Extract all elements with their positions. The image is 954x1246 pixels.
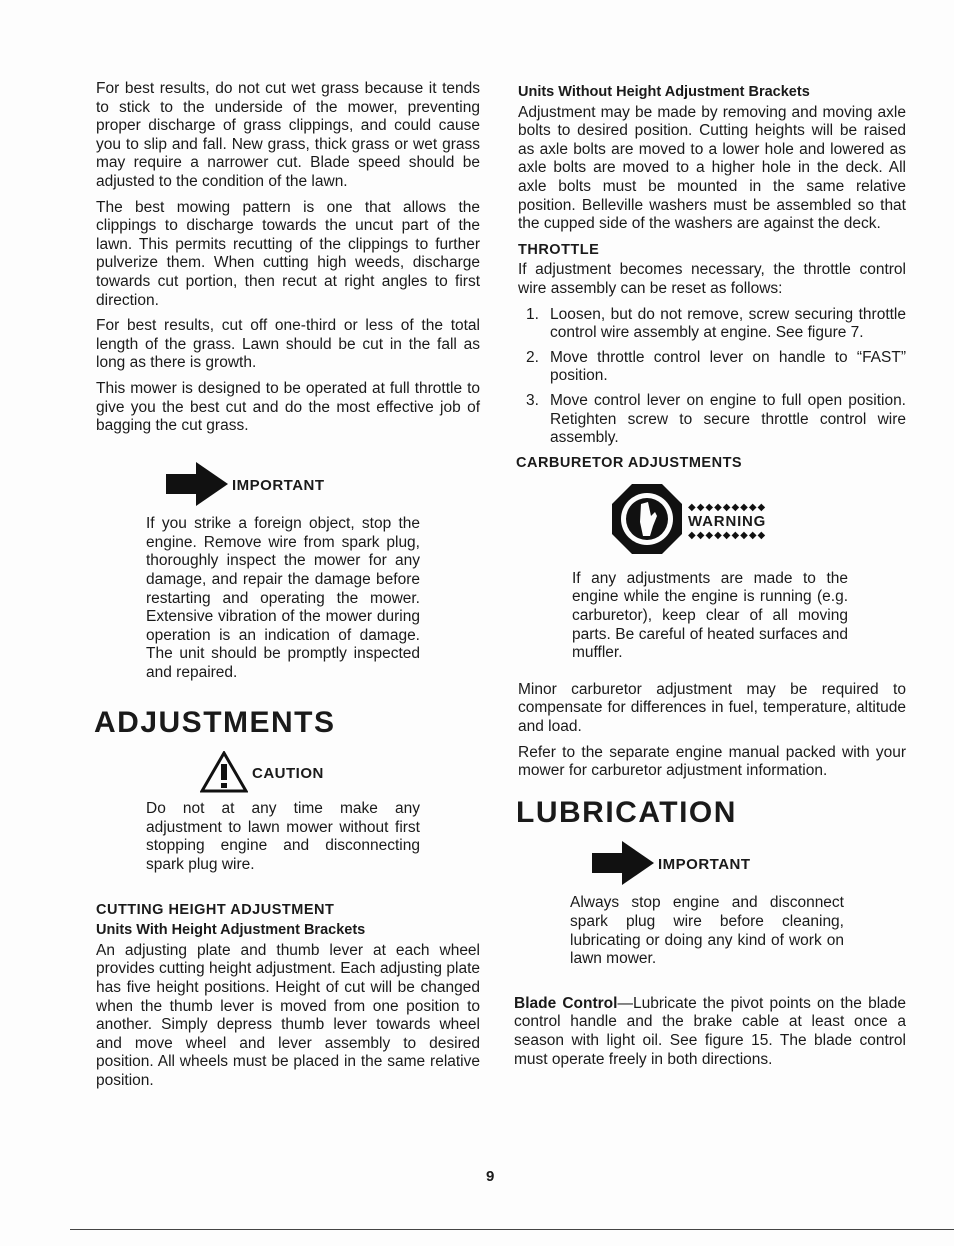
paragraph-full-throttle: This mower is designed to be operated at full throttle to give you the best cut and do the most effective job of bagging the cut grass. [96,379,480,435]
with-brackets-text: An adjusting plate and thumb lever at each wheel provides cutting height adjustment. Each adjusting plate has five height positions. Height of cut will be changed when the thumb lever is moved from one position to another. Simply depress thumb lever towards wheel and move wheel and lever assembly to desired position. All wheels must be placed in the same relative position. [96,941,480,1089]
blade-control-text: —Lubricate the pivot points on the blade control handle and the brake cable at least once a season with light oil. See figure 15. The blade control must operate freely in both directions. [514,994,906,1068]
arrow-right-icon [166,462,228,512]
paragraph-mowing-pattern: The best mowing pattern is one that allows the clippings to discharge towards the uncut part of the lawn. This permits recutting of the clippings to further pulverize them. When cutting high weeds, discharge towards cut portion, then recut at right angles to first direction. [96,198,480,309]
hand-stop-warning-icon [610,482,684,562]
important-notice-header-2 [592,841,906,891]
list-item [518,306,906,343]
left-column [96,80,480,1098]
paragraph-wet-grass: For best results, do not cut wet grass because it tends to stick to the underside of the mower, preventing proper discharge of grass clippings, and could cause you to slip and fall. New grass, thick grass or wet grass may require a narrower cut. Blade speed should be adjusted to the condition of the lawn. [96,80,480,190]
page-number: 9 [486,1168,495,1185]
without-brackets-text: Adjustment may be made by removing and moving axle bolts to desired position. Cutting heights will be raised as axle bolts are moved to a lower hole and lowered as axle bolts are moved to a higher hole in the deck. All axle bolts must be mounted in the same relative position. Belleville washers must be assembled so that the cupped side of the washers are against the deck. [518,103,906,233]
step-number: 1. [526,305,539,323]
warning-dots-bottom: ◆◆◆◆◆◆◆◆◆ [688,530,767,542]
important-text: If you strike a foreign object, stop the engine. Remove wire from spark plug, thoroughly inspect the mower for any damage, and repair the damage before restarting and operating the mower. Extensive vibration of the mower during operation is an indication of damage. The unit should be promptly inspected and repaired. [146,515,420,682]
list-item [518,392,906,448]
step-text: Move control lever on engine to full open position. Retighten screw to secure throttle control wire assembly. [550,391,906,447]
caution-text: Do not at any time make any adjustment to lawn mower without first stopping engine and disconnecting spark plug wire. [146,800,420,873]
important-label: IMPORTANT [232,477,325,495]
lubrication-title: LUBRICATION [516,795,737,829]
paragraph-one-third: For best results, cut off one-third or less of the total length of the grass. Lawn should be cut in the fall as long as there is growth. [96,317,480,372]
list-item [518,349,906,386]
important-notice-header [166,462,480,512]
caution-notice-header [200,751,480,799]
carburetor-paragraph-2: Refer to the separate engine manual packed with your mower for carburetor adjustment information. [518,743,906,780]
warning-dots-top: ◆◆◆◆◆◆◆◆◆ [688,501,767,513]
carburetor-paragraph-1: Minor carburetor adjustment may be required to compensate for differences in fuel, temperature, altitude and load. [518,680,906,736]
caution-label: CAUTION [252,765,324,783]
cutting-height-heading: CUTTING HEIGHT ADJUSTMENT [96,901,335,918]
throttle-intro: If adjustment becomes necessary, the throttle control wire assembly can be reset as follows: [518,261,906,297]
throttle-heading: THROTTLE [518,241,600,258]
warning-notice-header [610,482,906,562]
adjustments-title: ADJUSTMENTS [94,705,336,739]
step-number: 2. [526,348,539,366]
throttle-steps [518,306,906,448]
with-brackets-heading: Units With Height Adjustment Brackets [96,922,366,939]
warning-label-box [688,503,766,542]
step-number: 3. [526,391,539,409]
blade-control-label: Blade Control [514,994,618,1012]
warning-text: If any adjustments are made to the engine while the engine is running (e.g. carburetor), keep clear of all moving parts. Be careful of heated surfaces and muffler. [572,569,848,662]
warning-label: WARNING [688,512,767,530]
bottom-rule [70,1229,954,1230]
carburetor-heading: CARBURETOR ADJUSTMENTS [516,454,743,471]
arrow-right-icon [592,841,654,891]
step-text: Move throttle control lever on handle to “FAST” position. [550,348,906,385]
blade-control-paragraph [514,995,906,1069]
caution-triangle-icon [200,751,248,799]
important-text: Always stop engine and disconnect spark plug wire before cleaning, lubricating or doing any kind of work on lawn mower. [570,894,844,968]
without-brackets-heading: Units Without Height Adjustment Brackets [518,84,810,100]
step-text: Loosen, but do not remove, screw securing throttle control wire assembly at engine. See figure 7. [550,305,906,342]
right-column [514,83,906,1076]
important-label: IMPORTANT [658,856,751,874]
